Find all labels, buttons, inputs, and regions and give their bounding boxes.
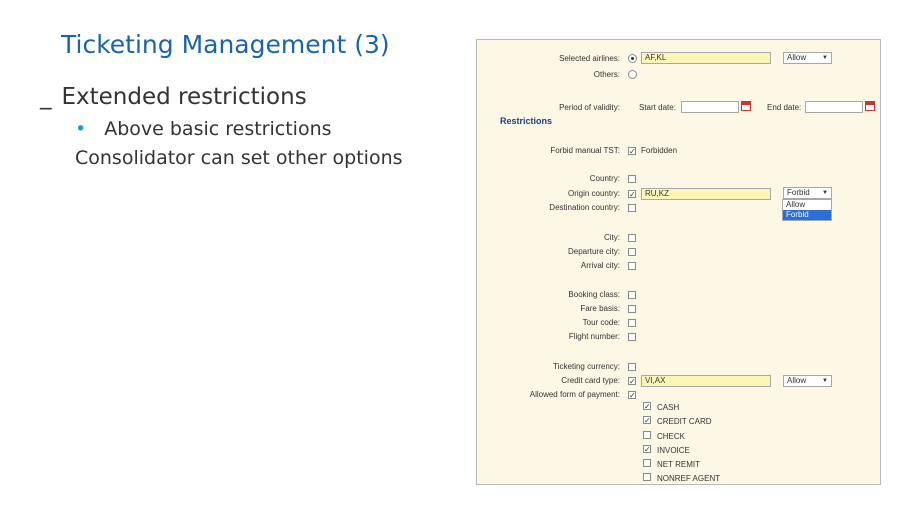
end-date-input[interactable] (805, 101, 863, 113)
slide-title: Ticketing Management (3) (61, 30, 390, 59)
start-date-input[interactable] (681, 101, 739, 113)
origin-country-label: Origin country: (567, 189, 620, 198)
select-value: Allow (787, 376, 807, 385)
destination-country-label: Destination country: (549, 203, 620, 212)
bullet-text: Above basic restrictions (104, 118, 332, 140)
departure-city-label: Departure city: (567, 247, 620, 256)
flight-number-checkbox[interactable] (628, 333, 636, 341)
forbid-manual-checkbox[interactable] (628, 147, 636, 155)
country-checkbox[interactable] (628, 175, 636, 183)
bullet-extended-restrictions (40, 84, 307, 110)
bullet-dot: • (75, 118, 87, 140)
chevron-down-icon: ▼ (822, 190, 828, 196)
forbid-manual-text: Forbidden (641, 146, 678, 155)
calendar-icon[interactable] (865, 101, 875, 111)
others-label: Others: (593, 70, 620, 79)
payment-checkbox-cash[interactable] (643, 402, 651, 410)
credit-card-label: Credit card type: (561, 376, 620, 385)
payment-checkbox-check[interactable] (643, 431, 651, 439)
departure-city-checkbox[interactable] (628, 248, 636, 256)
payment-checkbox-invoice[interactable] (643, 445, 651, 453)
bullet-dash: _ (40, 84, 52, 110)
payment-checkbox-credit-card[interactable] (643, 416, 651, 424)
payment-label-nonref-agent: NONREF AGENT (657, 474, 721, 483)
selected-airlines-label: Selected airlines: (559, 54, 620, 63)
credit-card-mode-select[interactable] (783, 375, 832, 387)
end-date-label: End date: (767, 103, 802, 112)
arrival-city-label: Arrival city: (580, 261, 620, 270)
selected-airlines-mode-select[interactable] (783, 52, 832, 64)
allowed-payment-checkbox[interactable] (628, 391, 636, 399)
booking-class-label: Booking class: (568, 290, 620, 299)
mode-dropdown-list (782, 199, 832, 221)
selected-airlines-radio[interactable] (628, 54, 637, 63)
credit-card-checkbox[interactable] (628, 377, 636, 385)
forbid-manual-label: Forbid manual TST: (550, 146, 620, 155)
chevron-down-icon: ▼ (822, 378, 828, 384)
others-radio[interactable] (628, 70, 637, 79)
payment-label-net-remit: NET REMIT (657, 460, 700, 469)
tour-code-label: Tour code: (582, 318, 620, 327)
origin-country-field[interactable]: RU,KZ (641, 188, 771, 200)
payment-label-credit-card: CREDIT CARD (657, 417, 712, 426)
arrival-city-checkbox[interactable] (628, 262, 636, 270)
destination-country-checkbox[interactable] (628, 204, 636, 212)
calendar-icon[interactable] (741, 101, 751, 111)
start-date-label: Start date: (639, 103, 676, 112)
select-value: Allow (787, 53, 807, 62)
ticketing-currency-checkbox[interactable] (628, 363, 636, 371)
booking-class-checkbox[interactable] (628, 291, 636, 299)
bullet-consolidator: Consolidator can set other options (75, 147, 403, 169)
payment-label-check: CHECK (657, 432, 686, 441)
dropdown-option-allow[interactable]: Allow (786, 200, 806, 209)
city-label: City: (604, 233, 620, 242)
allowed-payment-label: Allowed form of payment: (529, 390, 620, 399)
restrictions-form-screenshot (476, 39, 881, 485)
fare-basis-checkbox[interactable] (628, 305, 636, 313)
payment-checkbox-net-remit[interactable] (643, 459, 651, 467)
flight-number-label: Flight number: (568, 332, 620, 341)
select-value: Forbid (787, 188, 810, 197)
tour-code-checkbox[interactable] (628, 319, 636, 327)
origin-country-checkbox[interactable] (628, 190, 636, 198)
payment-checkbox-nonref-agent[interactable] (643, 473, 651, 481)
restrictions-heading: Restrictions (500, 116, 553, 126)
period-label: Period of validity: (559, 103, 620, 112)
payment-label-cash: CASH (657, 403, 680, 412)
chevron-down-icon: ▼ (822, 55, 828, 61)
country-label: Country: (589, 174, 620, 183)
selected-airlines-field[interactable]: AF,KL (641, 52, 771, 64)
bullet-text: Extended restrictions (61, 84, 307, 110)
origin-country-mode-select[interactable] (783, 187, 832, 199)
city-checkbox[interactable] (628, 234, 636, 242)
credit-card-field[interactable]: VI,AX (641, 375, 771, 387)
dropdown-option-forbid[interactable]: Forbid (783, 210, 831, 220)
bullet-above-basic (75, 118, 332, 140)
fare-basis-label: Fare basis: (580, 304, 620, 313)
payment-label-invoice: INVOICE (657, 446, 690, 455)
ticketing-currency-label: Ticketing currency: (553, 362, 620, 371)
